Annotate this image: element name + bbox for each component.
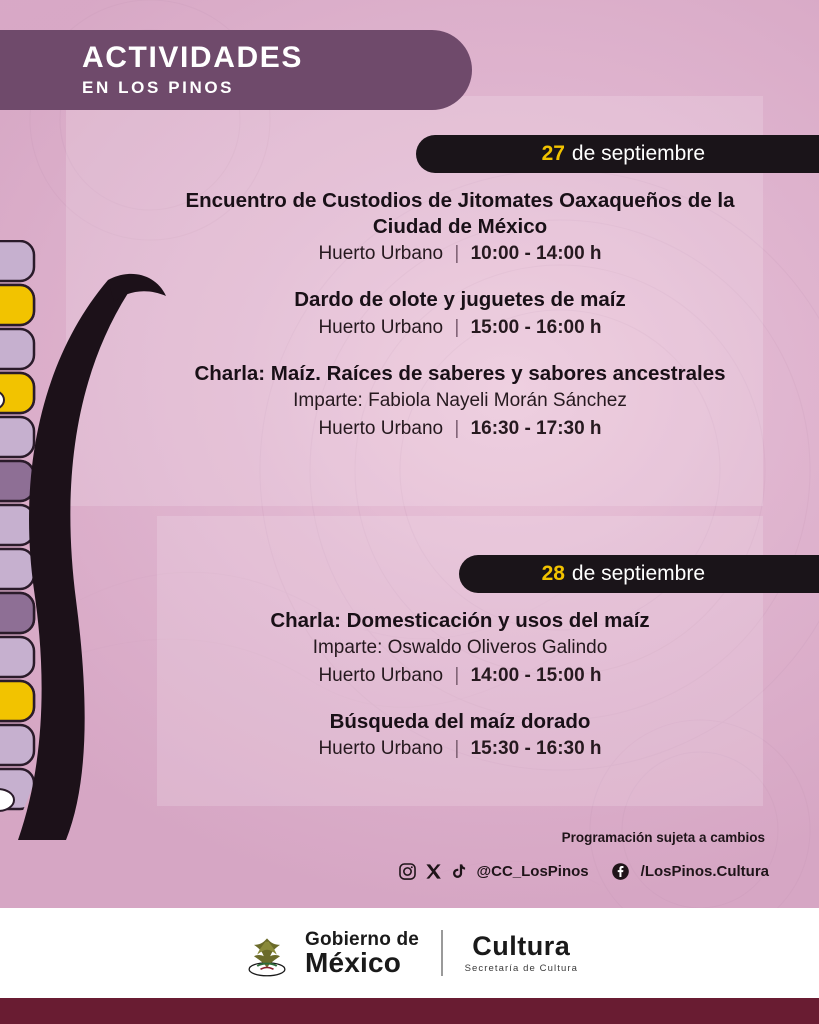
facebook-icon[interactable] xyxy=(611,862,630,881)
cultura-title: Cultura xyxy=(472,930,571,961)
event-presenter: Imparte: Oswaldo Oliveros Galindo xyxy=(312,637,608,659)
footer xyxy=(0,908,819,1024)
event-meta xyxy=(157,317,763,339)
event-hours: 10:00 - 14:00 h xyxy=(470,243,602,265)
footer-logos xyxy=(0,908,819,998)
event-hours: 14:00 - 15:00 h xyxy=(470,664,602,686)
event-title: Charla: Maíz. Raíces de saberes y sabores ancestrales xyxy=(194,361,726,385)
husk-shape xyxy=(18,280,130,840)
x-twitter-icon[interactable] xyxy=(425,863,442,880)
event-meta xyxy=(157,665,763,687)
tiktok-icon[interactable] xyxy=(450,863,467,880)
date-bar-day-one xyxy=(416,135,819,173)
event-item xyxy=(157,287,763,338)
date-day-number: 27 xyxy=(541,142,565,165)
event-presenter: Imparte: Fabiola Nayeli Morán Sánchez xyxy=(293,389,627,411)
event-title: Charla: Domesticación y usos del maíz xyxy=(270,609,650,632)
event-hours: 15:30 - 16:30 h xyxy=(470,738,602,760)
event-venue: Huerto Urbano xyxy=(318,243,444,265)
event-hours: 15:00 - 16:00 h xyxy=(470,316,602,338)
event-title: Encuentro de Custodios de Jitomates Oaxaqueños de la Ciudad de México xyxy=(185,189,735,239)
cultura-subtitle: Secretaría de Cultura xyxy=(464,962,578,974)
mexico-coat-of-arms-icon xyxy=(241,927,293,979)
event-list-day-two xyxy=(157,608,763,760)
event-venue: Huerto Urbano xyxy=(318,738,444,760)
date-day-text: de septiembre xyxy=(571,142,705,165)
event-title: Búsqueda del maíz dorado xyxy=(329,709,591,733)
event-venue: Huerto Urbano xyxy=(318,664,444,686)
social-handle: @CC_LosPinos xyxy=(476,863,589,880)
event-hours: 16:30 - 17:30 h xyxy=(470,417,602,439)
event-meta xyxy=(157,243,763,265)
page-title: ACTIVIDADES xyxy=(82,41,303,75)
event-separator: | xyxy=(454,738,460,760)
event-item xyxy=(157,709,763,760)
facebook-handle: /LosPinos.Cultura xyxy=(640,863,769,880)
cultura-logo xyxy=(464,930,578,974)
gob-line-2: México xyxy=(304,946,402,978)
event-separator: | xyxy=(454,243,460,265)
event-separator: | xyxy=(454,316,460,338)
event-meta xyxy=(157,418,763,440)
event-venue: Huerto Urbano xyxy=(318,316,444,338)
event-venue: Huerto Urbano xyxy=(318,417,444,439)
schedule-note: Programación sujeta a cambios xyxy=(561,830,765,845)
event-meta xyxy=(157,738,763,760)
event-separator: | xyxy=(454,664,460,686)
event-item xyxy=(157,608,763,687)
date-bar-day-two xyxy=(459,555,819,593)
event-separator: | xyxy=(454,417,460,439)
social-row xyxy=(398,862,770,881)
event-item xyxy=(157,188,763,265)
event-list-day-one xyxy=(157,188,763,440)
header-banner xyxy=(0,30,472,110)
page-subtitle: EN LOS PINOS xyxy=(82,77,235,97)
date-day-number: 28 xyxy=(541,562,565,585)
date-day-text: de septiembre xyxy=(571,562,705,585)
gob-line-1: Gobierno de xyxy=(304,928,420,950)
event-title: Dardo de olote y juguetes de maíz xyxy=(294,288,626,312)
logo-divider xyxy=(441,930,443,976)
event-item xyxy=(157,361,763,440)
footer-accent-bar xyxy=(0,998,819,1024)
instagram-icon[interactable] xyxy=(398,862,417,881)
government-logo xyxy=(241,927,419,979)
